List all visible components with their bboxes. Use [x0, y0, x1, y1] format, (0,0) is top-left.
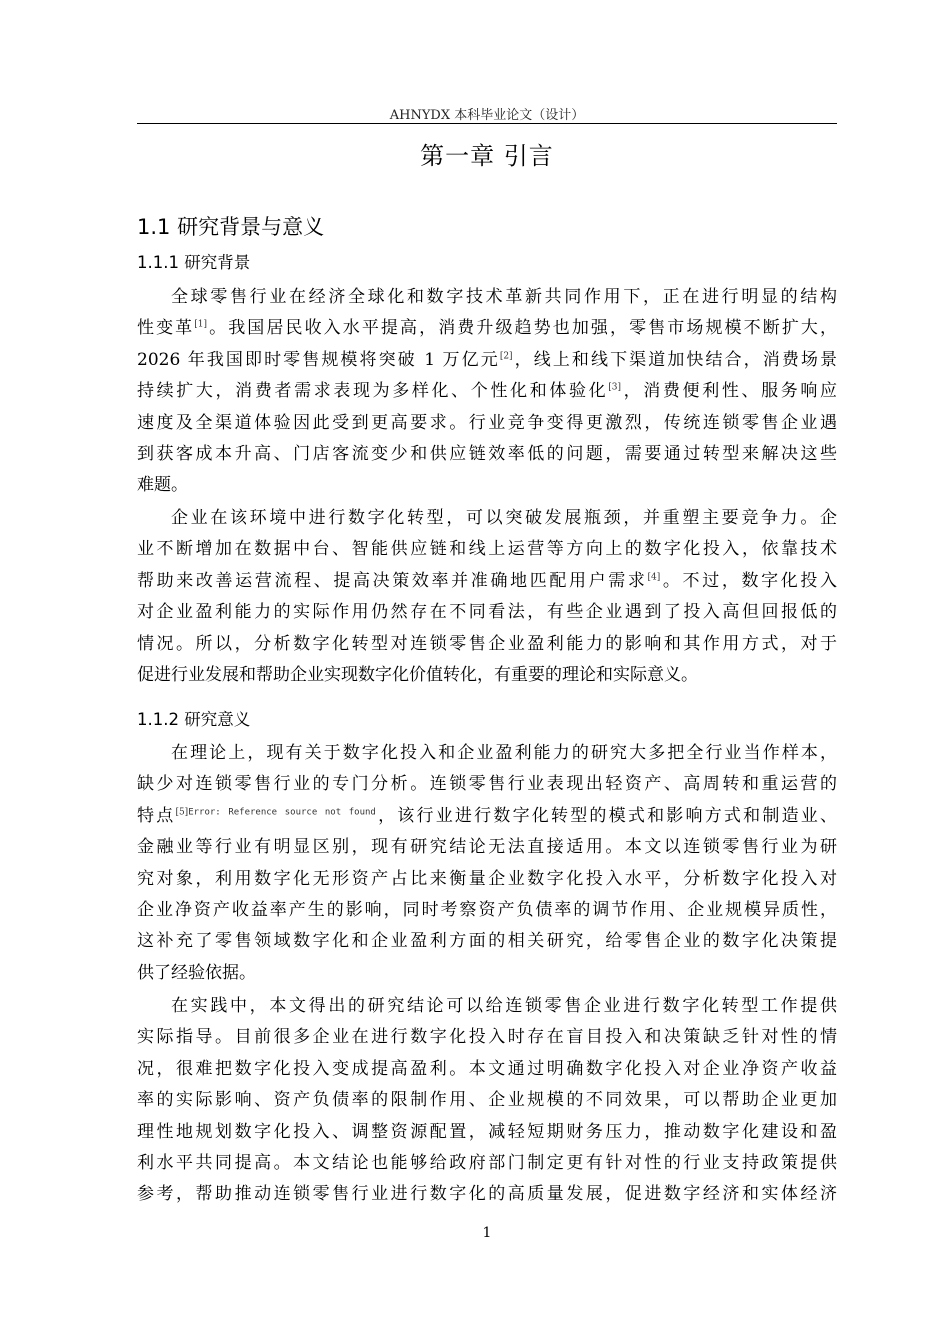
line-text: 2026 年我国即时零售规模将突破 1 万亿元	[137, 349, 500, 370]
paragraph-line: 金融业等行业有明显区别，现有研究结论无法直接适用。本文以连锁零售行业为研	[137, 837, 837, 858]
paragraph-line	[137, 566, 837, 597]
page-number: 1	[482, 1225, 492, 1241]
paragraph-line: 情况。所以，分析数字化转型对连锁零售企业盈利能力的影响和其作用方式，对于	[137, 633, 837, 654]
paragraph-line: 实际指导。目前很多企业在进行数字化投入时存在盲目投入和决策缺乏针对性的情	[137, 1027, 837, 1048]
paragraph-line	[137, 313, 837, 344]
citation-ref[interactable]	[175, 807, 375, 817]
paragraph-line: 率的实际影响、资产负债率的限制作用、企业规模的不同效果，可以帮助企业更加	[137, 1090, 837, 1111]
citation-ref[interactable]: [2]	[499, 351, 513, 362]
paragraph-line: 缺少对连锁零售行业的专门分析。连锁零售行业表现出轻资产、高周转和重运营的	[137, 774, 837, 795]
line-text: ，该行业进行数字化转型的模式和影响方式和制造业、	[375, 805, 838, 826]
paragraph-line: 到获客成本升高、门店客流变少和供应链效率低的问题，需要通过转型来解决这些	[137, 444, 837, 465]
paragraph-line	[137, 376, 837, 407]
paragraph-line: 速度及全渠道体验因此受到更高要求。行业竞争变得更激烈，传统连锁零售企业遇	[137, 412, 837, 433]
paragraph-line: 在实践中，本文得出的研究结论可以给连锁零售企业进行数字化转型工作提供	[171, 996, 837, 1016]
paragraph-line: 全球零售行业在经济全球化和数字技术革新共同作用下，正在进行明显的结构	[171, 287, 837, 307]
paragraph-line: 企业在该环境中进行数字化转型，可以突破发展瓶颈，并重塑主要竞争力。企	[171, 508, 837, 528]
citation-number: [5]	[175, 807, 189, 818]
paragraph-line	[137, 801, 837, 832]
paragraph-line: 业不断增加在数据中台、智能供应链和线上运营等方向上的数字化投入，依靠技术	[137, 539, 837, 560]
paragraph-background-1	[137, 282, 837, 502]
paragraph-line: 对企业盈利能力的实际作用仍然存在不同看法，有些企业遇到了投入高但回报低的	[137, 602, 837, 623]
line-text: 。不过，数字化投入	[660, 570, 838, 591]
line-text: ，消费便利性、服务响应	[621, 381, 838, 402]
chapter-title: 第一章 引言	[420, 142, 554, 170]
paragraph-significance-1	[137, 738, 837, 989]
line-text: 持续扩大，消费者需求表现为多样化、个性化和体验化	[137, 381, 609, 402]
paragraph-line: 在理论上，现有关于数字化投入和企业盈利能力的研究大多把全行业当作样本，	[171, 743, 837, 763]
line-text: 特点	[137, 805, 176, 826]
section-title: 1.1 研究背景与意义	[137, 215, 325, 239]
paragraph-line: 促进行业发展和帮助企业实现数字化价值转化，有重要的理论和实际意义。	[137, 665, 698, 686]
paragraph-line: 利水平共同提高。本文结论也能够给政府部门制定更有针对性的行业支持政策提供	[137, 1153, 837, 1174]
paragraph-line: 这补充了零售领域数字化和企业盈利方面的相关研究，给零售企业的数字化决策提	[137, 931, 837, 952]
subsection-title-background: 1.1.1 研究背景	[137, 253, 251, 272]
paragraph-line: 究对象，利用数字化无形资产占比来衡量企业数字化投入水平，分析数字化投入对	[137, 868, 837, 889]
line-text: 帮助来改善运营流程、提高决策效率并准确地匹配用户需求	[137, 570, 648, 591]
paragraph-line: 难题。	[137, 475, 188, 496]
reference-error-text: Error: Reference source not found	[188, 807, 376, 818]
paragraph-line: 况，很难把数字化投入变成提高盈利。本文通过明确数字化投入对企业净资产收益	[137, 1058, 837, 1079]
subsection-title-significance: 1.1.2 研究意义	[137, 710, 251, 729]
citation-ref[interactable]: [1]	[194, 319, 208, 330]
paragraph-line: 企业净资产收益率产生的影响，同时考察资产负债率的调节作用、企业规模异质性，	[137, 900, 837, 921]
paragraph-background-2	[137, 503, 837, 691]
header-rule	[137, 123, 837, 124]
running-header: AHNYDX 本科毕业论文（设计）	[389, 108, 585, 123]
paragraph-significance-2	[137, 991, 837, 1211]
line-text: ，线上和线下渠道加快结合，消费场景	[512, 349, 837, 370]
paragraph-line	[137, 345, 837, 376]
citation-ref[interactable]: [3]	[608, 382, 622, 393]
paragraph-line: 参考，帮助推动连锁零售行业进行数字化的高质量发展，促进数字经济和实体经济	[137, 1184, 837, 1205]
line-text: 性变革	[137, 318, 195, 339]
paragraph-line: 供了经验依据。	[137, 962, 256, 983]
line-text: 。我国居民收入水平提高，消费升级趋势也加强，零售市场规模不断扩大，	[207, 318, 838, 339]
citation-ref[interactable]: [4]	[647, 572, 661, 583]
paragraph-line: 理性地规划数字化投入、调整资源配置，减轻短期财务压力，推动数字化建设和盈	[137, 1121, 837, 1142]
